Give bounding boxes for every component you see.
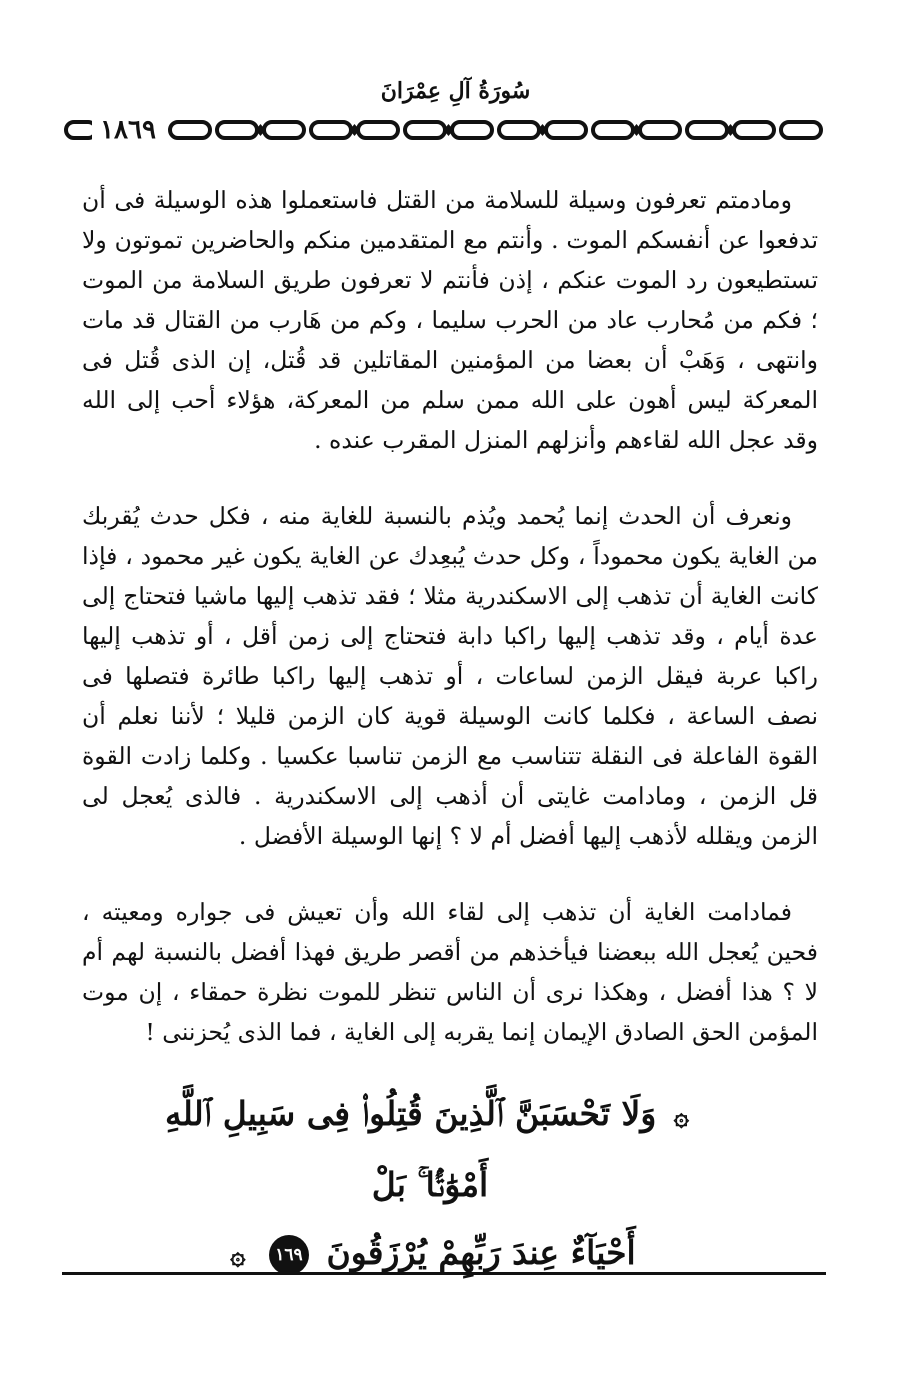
surah-title: سُورَةُ آلِ عِمْرَانَ bbox=[380, 78, 531, 104]
verse-line-1 bbox=[150, 1080, 710, 1219]
page-number: ١٨٦٩ bbox=[92, 113, 164, 147]
header-ornament-band bbox=[62, 113, 832, 147]
verse-line-1-text: وَلَا تَحْسَبَنَّ ٱلَّذِينَ قُتِلُوا۟ فِى سَبِيلِ ٱللَّهِ أَمْوَٰتًۢا ۚ بَلْ bbox=[165, 1094, 657, 1204]
paragraph-2: ونعرف أن الحدث إنما يُحمد ويُذم بالنسبة للغاية منه ، فكل حدث يُقربك من الغاية يكون محموداً ، وكل حدث يُبعِدك عن الغاية يكون غير محمود ، فإذا كانت الغاية أن تذهب إلى الاسكندرية مثلا ؛ فقد تذهب إليها ماشيا فتحتاج إلى عدة أيام ، وقد تذهب إليها راكبا دابة فتحتاج إلى زمن أقل ، أو تذهب إليها راكبا عربة فيقل الزمن لساعات ، أو تذهب إليها راكبا طائرة فتصلها فى نصف الساعة ، فكلما كانت الوسيلة قوية كان الزمن قليلا ؛ لأننا نعلم أن القوة الفاعلة فى النقلة تتناسب مع الزمن تناسبا عكسيا . وكلما زادت القوة قل الزمن ، ومادامت غايتى أن أذهب إلى الاسكندرية . فالذى يُعجل لى الزمن ويقلله لأذهب إليها أفضل أم لا ؟ إنها الوسيلة الأفضل . bbox=[82, 502, 818, 850]
verse-line-2-text: أَحْيَآءٌ عِندَ رَبِّهِمْ يُرْزَقُونَ bbox=[326, 1233, 636, 1272]
paragraph-1: ومادمتم تعرفون وسيلة للسلامة من القتل فاستعملوا هذه الوسيلة فى أن تدفعوا عن أنفسكم الموت . وأنتم مع المتقدمين منكم والحاضرين تموتون ولا تستطيعون رد الموت عنكم ، إذن فأنتم لا تعرفون طريق السلامة من الموت ؛ فكم من مُحارب عاد من الحرب سليما ، وكم من هَارب من القتال قد مات وانتهى ، وَهَبْ أن بعضا من المؤمنين المقاتلين قد قُتل، إن الذى قُتل فى المعركة ليس أهون على الله ممن سلم من المعركة، هؤلاء أحب إلى الله وقد عجل الله لقاءهم وأنزلهم المنزل المقرب عنده . bbox=[82, 186, 818, 454]
commentary-text bbox=[82, 180, 818, 1088]
footer-rule bbox=[62, 1272, 826, 1275]
verse-end-ornament-icon: ۞ bbox=[230, 1241, 246, 1271]
verse-line-2 bbox=[150, 1219, 710, 1290]
quran-verse bbox=[150, 1080, 710, 1290]
verse-number-badge: ١٦٩ bbox=[269, 1235, 309, 1275]
chain-ornament-icon bbox=[62, 113, 832, 147]
paragraph-3: فمادامت الغاية أن تذهب إلى لقاء الله وأن تعيش فى جواره ومعيته ، فحين يُعجل الله ببعضنا فيأخذهم من أقصر طريق فهذا أفضل بالنسبة لهم أم لا ؟ هذا أفضل ، وهكذا نرى أن الناس تنظر للموت نظرة حمقاء ، إن موت المؤمن الحق الصادق الإيمان إنما يقربه إلى الغاية ، فما الذى يُحزننى ! bbox=[82, 898, 818, 1046]
verse-start-ornament-icon: ۞ bbox=[673, 1102, 689, 1132]
